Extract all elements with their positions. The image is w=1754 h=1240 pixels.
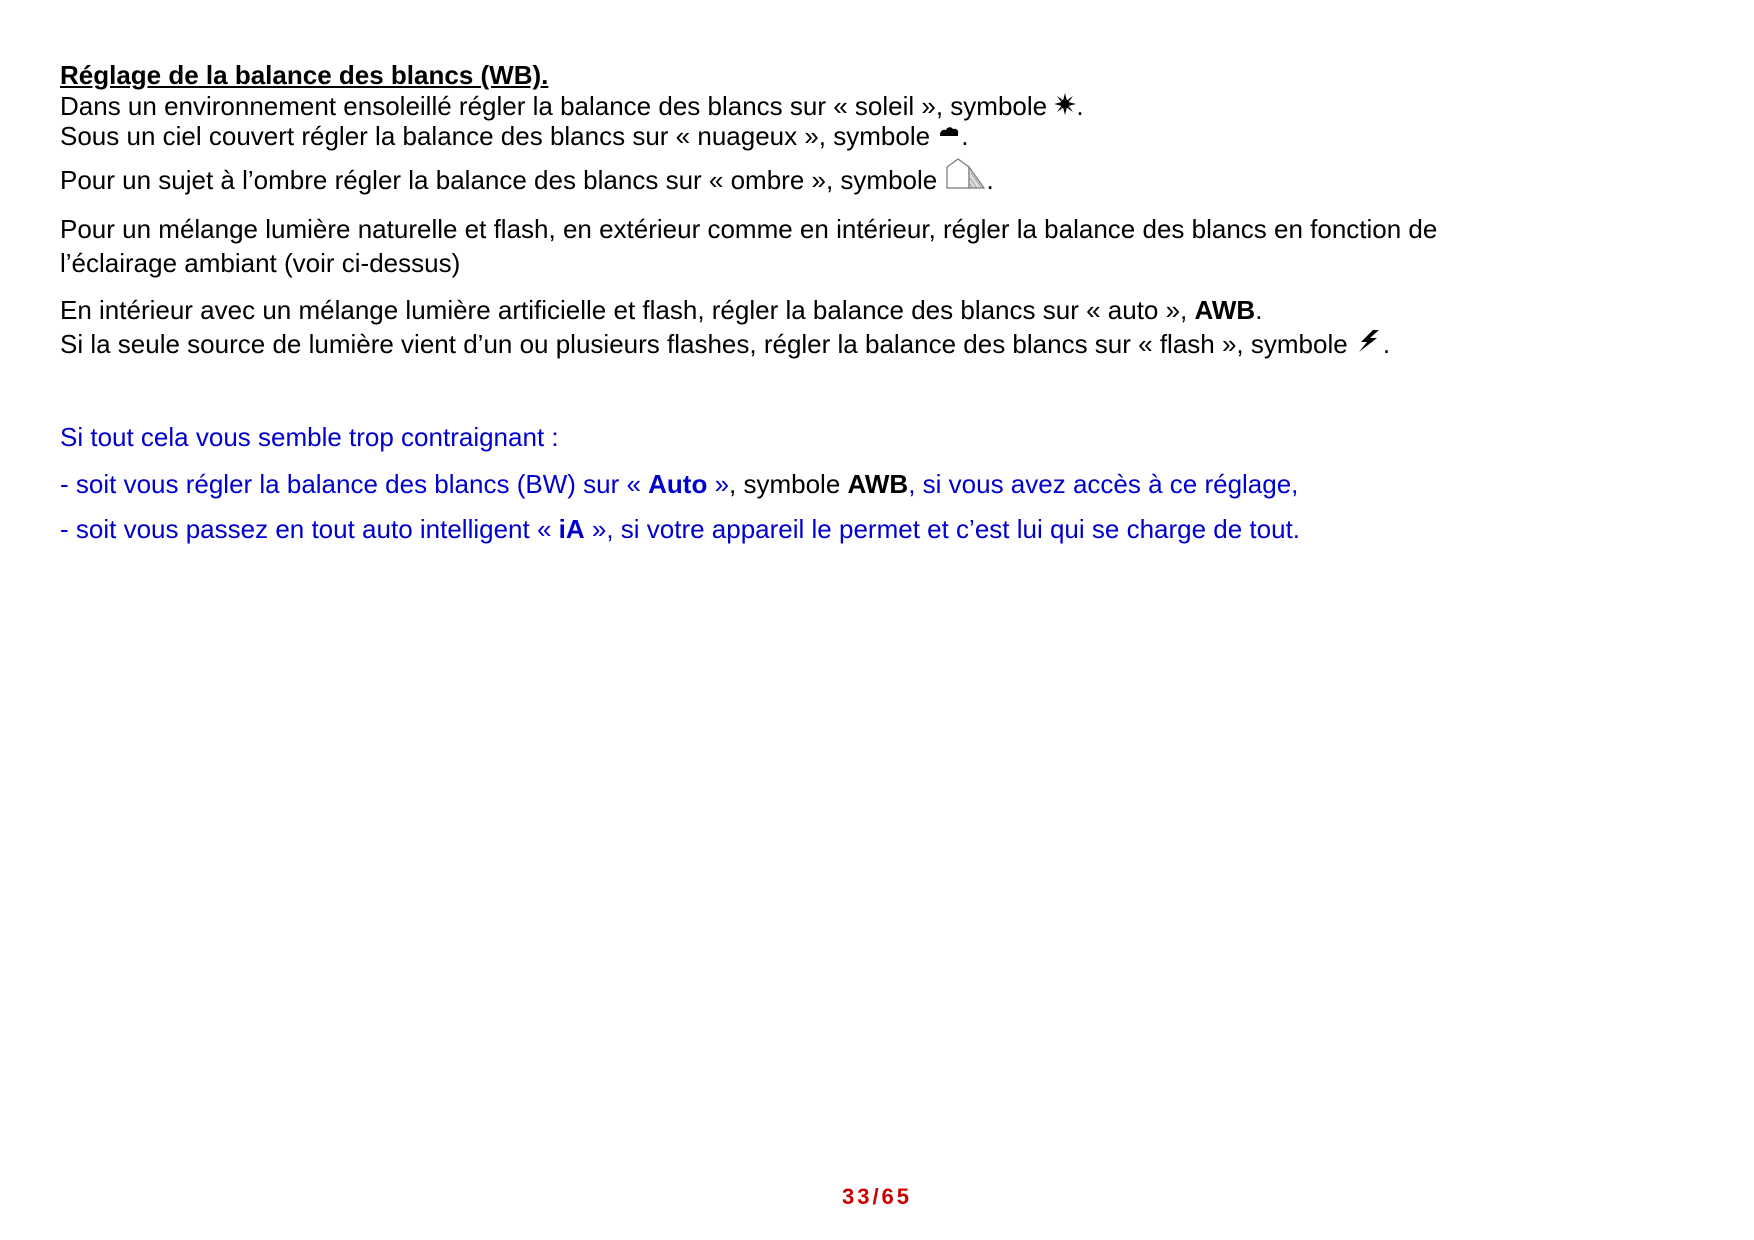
cloud-line-text: Sous un ciel couvert régler la balance des blancs sur « nuageux », symbole (60, 121, 938, 151)
section-title: Réglage de la balance des blancs (WB). (60, 60, 549, 90)
tip-option-1-part-3: , symbole (729, 469, 848, 499)
tip-option-1 (60, 468, 1298, 500)
cloud-icon (937, 123, 961, 145)
tip-option-2-part-2: », si votre appareil le permet et c’est lui qui se charge de tout. (584, 514, 1301, 544)
tip-option-1-part-1: - soit vous régler la balance des blancs (BW) sur « (60, 469, 649, 499)
page-number: 33/65 (841, 1184, 913, 1209)
flash-line (60, 328, 1390, 360)
sun-line (60, 90, 1084, 122)
sun-icon (1054, 93, 1076, 115)
sun-line-end: . (1076, 91, 1084, 121)
shade-line-text: Pour un sujet à l’ombre régler la balance des blancs sur « ombre », symbole (60, 165, 945, 195)
indoor-line (60, 294, 1262, 326)
shade-icon (944, 157, 986, 189)
sun-line-text: Dans un environnement ensoleillé régler la balance des blancs sur « soleil », symbole (60, 91, 1055, 121)
mixed-natural-line-1: Pour un mélange lumière naturelle et flash, en extérieur comme en intérieur, régler la balance des blancs en fonction de (60, 214, 1438, 244)
indoor-line-text: En intérieur avec un mélange lumière artificielle et flash, régler la balance des blancs sur « auto », (60, 295, 1195, 325)
tip-option-1-part-2: » (707, 469, 730, 499)
tip-heading: Si tout cela vous semble trop contraignant : (60, 422, 559, 452)
tip-option-2 (60, 513, 1300, 545)
flash-line-end: . (1382, 329, 1391, 359)
flash-line-text: Si la seule source de lumière vient d’un ou plusieurs flashes, régler la balance des blancs sur « flash », symbole (60, 329, 1355, 359)
mixed-natural-line-2: l’éclairage ambiant (voir ci-dessus) (60, 248, 461, 278)
awb-label: AWB (847, 469, 909, 499)
cloud-line (60, 120, 969, 152)
auto-label: Auto (648, 469, 708, 499)
tip-option-1-part-4: , si vous avez accès à ce réglage, (908, 469, 1299, 499)
shade-line-end: . (986, 165, 994, 195)
awb-label: AWB (1194, 295, 1256, 325)
document-page (60, 0, 1700, 1240)
ia-label: iA (558, 514, 585, 544)
cloud-line-end: . (961, 121, 969, 151)
indoor-line-end: . (1255, 295, 1263, 325)
tip-option-2-part-1: - soit vous passez en tout auto intelligent « (60, 514, 559, 544)
shade-line (60, 157, 994, 196)
flash-icon (1355, 329, 1383, 353)
